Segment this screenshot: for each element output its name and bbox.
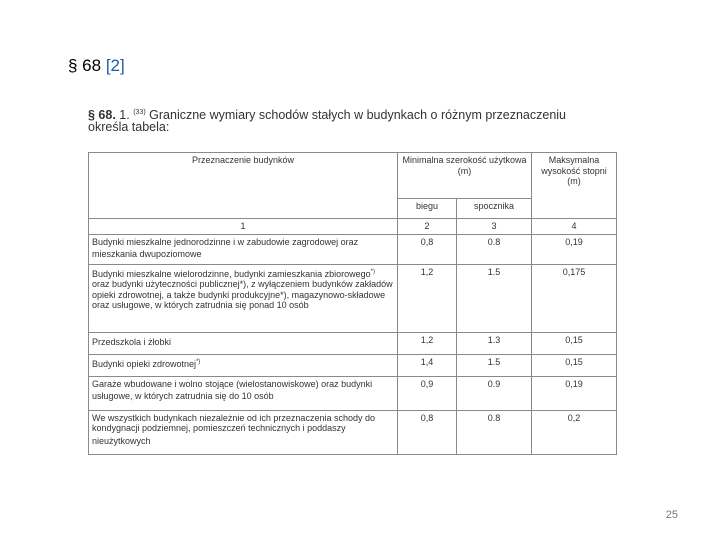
row-purpose: Garaże wbudowane i wolno stojące (wielostanowiskowe) oraz budynki usługowe, w których zatrudnia się do 10 osób <box>89 376 398 410</box>
col-number-3: 3 <box>457 219 532 235</box>
table-row <box>89 264 617 332</box>
row-step-height: 0,15 <box>532 354 617 376</box>
header-purpose: Przeznaczenie budynków <box>89 153 398 219</box>
row-purpose: Budynki opieki zdrowotnej*) <box>89 354 398 376</box>
row-purpose: We wszystkich budynkach niezależnie od ich przeznaczenia schody do kondygnacji podziemnej, pomieszczeń technicznych i poddaszy nieużytkowych <box>89 410 398 454</box>
row-landing-width: 0.8 <box>457 234 532 264</box>
row-landing-width: 1.5 <box>457 264 532 332</box>
table-row <box>89 354 617 376</box>
table-row <box>89 234 617 264</box>
stairs-dimensions-table <box>88 152 617 455</box>
header-landing: spocznika <box>457 199 532 219</box>
footnote-mark: (33) <box>133 109 146 116</box>
row-flight-width: 0,8 <box>398 410 457 454</box>
row-step-height: 0,19 <box>532 376 617 410</box>
title-prefix: § 68 <box>68 56 102 75</box>
page-number: 25 <box>665 509 678 521</box>
row-step-height: 0,175 <box>532 264 617 332</box>
header-max-height: Maksymalna wysokość stopni (m) <box>532 153 617 219</box>
paragraph-number: § 68. <box>88 108 116 122</box>
col-number-2: 2 <box>398 219 457 235</box>
slide-title <box>68 56 125 76</box>
row-landing-width: 0.8 <box>457 410 532 454</box>
table-row <box>89 376 617 410</box>
row-flight-width: 1,2 <box>398 264 457 332</box>
row-landing-width: 1.3 <box>457 332 532 354</box>
row-landing-width: 1.5 <box>457 354 532 376</box>
column-number-row <box>89 219 617 235</box>
table-row <box>89 332 617 354</box>
regulation-scan <box>88 106 636 474</box>
table-row <box>89 410 617 454</box>
row-flight-width: 1,4 <box>398 354 457 376</box>
row-flight-width: 0,9 <box>398 376 457 410</box>
row-step-height: 0,19 <box>532 234 617 264</box>
row-flight-width: 0,8 <box>398 234 457 264</box>
header-row-1 <box>89 153 617 199</box>
col-number-1: 1 <box>89 219 398 235</box>
header-flight: biegu <box>398 199 457 219</box>
intro-text-line2: określa tabela: <box>88 120 170 134</box>
row-purpose: Przedszkola i żłobki <box>89 332 398 354</box>
header-min-width: Minimalna szerokość użytkowa (m) <box>398 153 532 199</box>
title-reference: [2] <box>105 56 125 75</box>
row-landing-width: 0.9 <box>457 376 532 410</box>
regulation-intro <box>88 106 567 134</box>
row-flight-width: 1,2 <box>398 332 457 354</box>
col-number-4: 4 <box>532 219 617 235</box>
row-purpose: Budynki mieszkalne wielorodzinne, budynki zamieszkania zbiorowego*) oraz budynki użyteczności publicznej*), z wyłączeniem budynków zakładów opieki zdrowotnej, a także budynki produkcyjne*), magazynowo-składowe oraz usługowe, w których zatrudnia się ponad 10 osób <box>89 264 398 332</box>
row-purpose: Budynki mieszkalne jednorodzinne i w zabudowie zagrodowej oraz mieszkania dwupoziomowe <box>89 234 398 264</box>
row-step-height: 0,2 <box>532 410 617 454</box>
point-number: 1. <box>119 108 130 122</box>
intro-text: Graniczne wymiary schodów stałych w budynkach o różnym przeznaczeniu <box>149 108 567 122</box>
row-step-height: 0,15 <box>532 332 617 354</box>
